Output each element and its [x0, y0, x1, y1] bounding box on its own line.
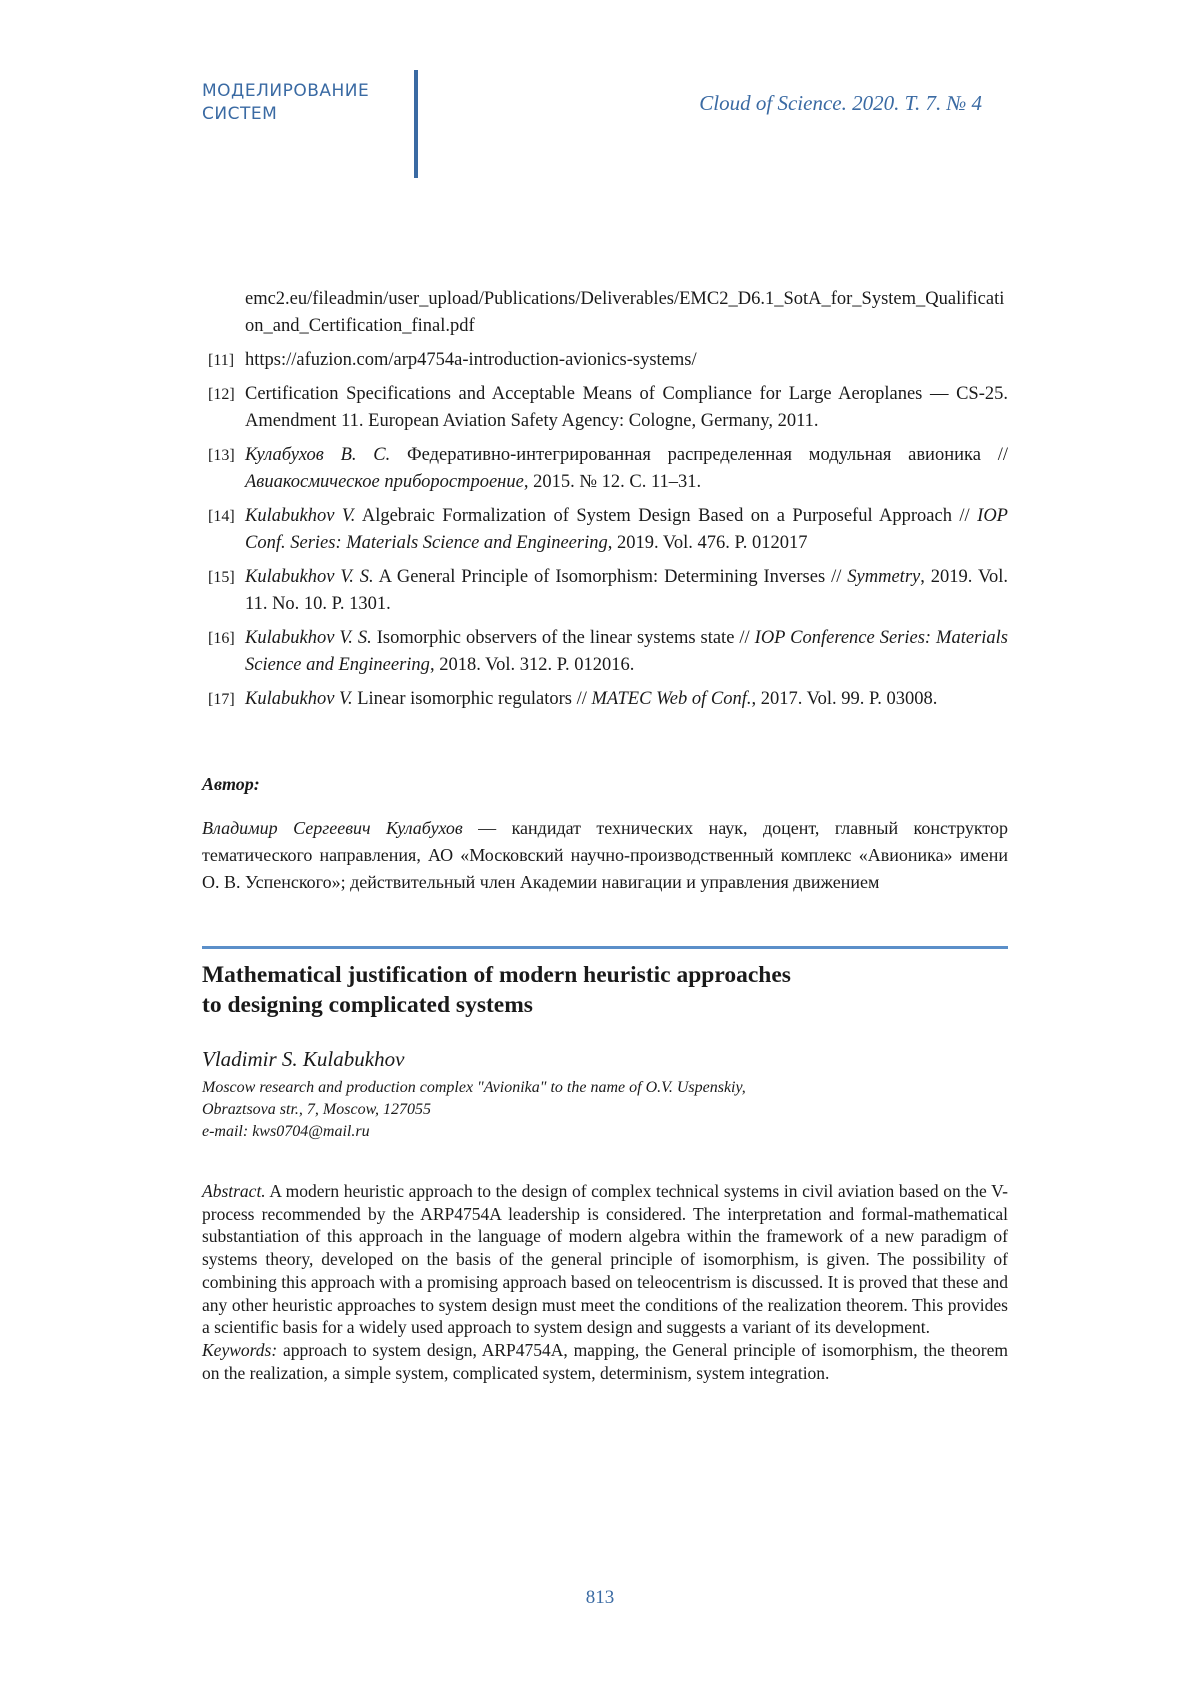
header-divider	[414, 70, 418, 178]
reference-title: A General Principle of Isomorphism: Determining Inverses //	[373, 567, 848, 587]
reference-tail: , 2019. Vol. 11. No. 10. P. 1301.	[245, 567, 1008, 614]
reference-text	[245, 442, 1008, 496]
section-name	[202, 80, 369, 126]
reference-item	[208, 442, 1008, 496]
author-heading: Автор:	[202, 774, 260, 794]
reference-tail: , 2018. Vol. 312. P. 012016.	[429, 655, 635, 675]
author-bio	[202, 815, 1008, 896]
keywords-text: approach to system design, ARP4754A, mapping, the General principle of isomorphism, the theorem on the realization, a simple system, complicated system, determinism, system integration.	[202, 1339, 1008, 1383]
reference-tail: , 2015. № 12. С. 11–31.	[523, 472, 702, 492]
reference-author: Kulabukhov V.	[245, 689, 353, 709]
reference-text	[245, 686, 1008, 713]
reference-source: MATEC Web of Conf.	[591, 689, 752, 709]
reference-source: IOP Conf. Series: Materials Science and Engineering	[245, 506, 1008, 553]
affiliation-line1: Moscow research and production complex "Avionika" to the name of O.V. Uspenskiy,	[202, 1079, 746, 1096]
author-bio-text: — кандидат технических наук, доцент, главный конструктор тематического направления, АО «Московский научно-производственный комплекс «Авионика» имени О. В. Успенского»; действительный член Академии навигации и управления движением	[202, 818, 1008, 892]
paper-title-line1: Mathematical justification of modern heuristic approaches	[202, 962, 791, 988]
reference-tail: , 2019. Vol. 476. P. 012017	[607, 533, 808, 553]
reference-list	[208, 286, 1008, 720]
reference-title: Linear isomorphic regulators //	[352, 689, 592, 709]
reference-tail: , 2017. Vol. 99. P. 03008.	[751, 689, 938, 709]
affiliation-line2: Obraztsova str., 7, Moscow, 127055	[202, 1101, 432, 1118]
paper-title-line2: to designing complicated systems	[202, 992, 533, 1018]
reference-item	[208, 564, 1008, 618]
paper-author: Vladimir S. Kulabukhov	[202, 1047, 405, 1071]
section-name-line2: СИСТЕМ	[202, 104, 278, 124]
reference-number: [17]	[208, 691, 235, 708]
affiliation-email: e-mail: kws0704@mail.ru	[202, 1123, 370, 1140]
reference-number: [14]	[208, 508, 235, 525]
reference-number: [15]	[208, 569, 235, 586]
abstract-block	[202, 1180, 1008, 1384]
reference-text	[245, 503, 1008, 557]
reference-source: Symmetry	[847, 567, 921, 587]
reference-number: [11]	[208, 352, 235, 369]
reference-title: Algebraic Formalization of System Design Based on a Purposeful Approach //	[355, 506, 978, 526]
abstract	[202, 1180, 1008, 1339]
affiliation	[202, 1077, 1008, 1143]
reference-item	[208, 503, 1008, 557]
reference-item	[208, 625, 1008, 679]
reference-item	[208, 381, 1008, 435]
keywords-label: Keywords:	[202, 1339, 278, 1360]
reference-author: Kulabukhov V. S.	[245, 567, 374, 587]
reference-continuation: emc2.eu/fileadmin/user_upload/Publications/Deliverables/EMC2_D6.1_SotA_for_System_Qualification_and_Certification_final.pdf	[245, 289, 1005, 336]
reference-author: Kulabukhov V.	[245, 506, 356, 526]
abstract-text: A modern heuristic approach to the design of complex technical systems in civil aviation based on the V-process recommended by the ARP4754A leadership is considered. The interpretation and formal-mathematical substantiation of this approach in the language of modern algebra within the framework of a new paradigm of systems theory, developed on the basis of the general principle of isomorphism, is given. The possibility of combining this approach with a promising approach based on teleocentrism is discussed. It is proved that these and any other heuristic approaches to system design must meet the conditions of the realization theorem. This provides a scientific basis for a widely used approach to system design and suggests a variant of its development.	[202, 1181, 1008, 1338]
paper-title	[202, 960, 1008, 1020]
reference-text	[245, 564, 1008, 618]
journal-citation: Cloud of Science. 2020. Т. 7. № 4	[699, 91, 982, 115]
keywords	[202, 1339, 1008, 1384]
reference-text	[245, 625, 1008, 679]
reference-title: Isomorphic observers of the linear systems state //	[371, 628, 755, 648]
reference-source: Авиакосмическое приборостроение	[245, 472, 524, 492]
reference-author: Кулабухов В. С.	[245, 445, 391, 465]
section-name-line1: МОДЕЛИРОВАНИЕ	[202, 81, 370, 101]
reference-author: Kulabukhov V. S.	[245, 628, 372, 648]
abstract-label: Abstract.	[202, 1181, 266, 1201]
reference-title: Федеративно-интегрированная распределенная модульная авионика //	[390, 445, 1008, 465]
author-name: Владимир Сергеевич Кулабухов	[202, 818, 463, 838]
section-divider	[202, 946, 1008, 949]
reference-number: [12]	[208, 386, 235, 403]
page-number: 813	[585, 1587, 615, 1608]
reference-number: [16]	[208, 630, 235, 647]
reference-text: Certification Specifications and Acceptable Means of Compliance for Large Aeroplanes — CS-25. Amendment 11. European Aviation Safety Agency: Cologne, Germany, 2011.	[245, 384, 1008, 431]
reference-number: [13]	[208, 447, 235, 464]
reference-item	[208, 686, 1008, 713]
reference-item	[208, 347, 1008, 374]
reference-source: IOP Conference Series: Materials Science and Engineering	[245, 628, 1008, 675]
reference-text: https://afuzion.com/arp4754a-introduction-avionics-systems/	[245, 350, 697, 370]
